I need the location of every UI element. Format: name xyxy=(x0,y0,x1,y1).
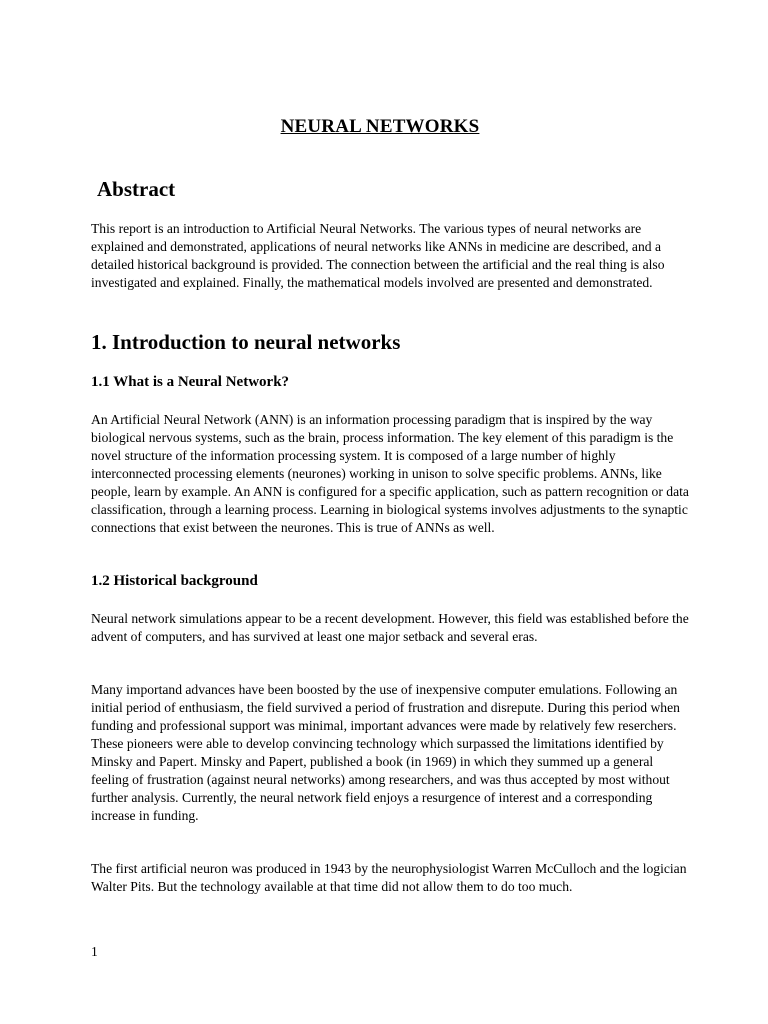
section-1-1-paragraph: An Artificial Neural Network (ANN) is an information processing paradigm that is inspired by the way biological nervous systems, such as the brain, process information. The key element of this paradigm is the novel structure of the information processing system. It is composed of a large number of highly interconnected processing elements (neurones) working in unison to solve specific problems. ANNs, like people, learn by example. An ANN is configured for a specific application, such as pattern recognition or data classification, through a learning process. Learning in biological systems involves adjustments to the synaptic connections that exist between the neurones. This is true of ANNs as well. xyxy=(91,412,689,535)
abstract-heading: Abstract xyxy=(97,177,176,201)
section-1-2-heading: 1.2 Historical background xyxy=(91,573,258,589)
abstract-paragraph: This report is an introduction to Artificial Neural Networks. The various types of neural networks are explained and demonstrated, applications of neural networks like ANNs in medicine are described, and a detailed historical background is provided. The connection between the artificial and the real thing is also investigated and explained. Finally, the mathematical models involved are presented and demonstrated. xyxy=(91,221,665,290)
section-1-heading: 1. Introduction to neural networks xyxy=(91,330,401,354)
section-1-1-heading: 1.1 What is a Neural Network? xyxy=(91,374,290,390)
history-paragraph-1: Neural network simulations appear to be a recent development. However, this field was established before the advent of computers, and has survived at least one major setback and several eras. xyxy=(91,611,689,644)
page-number: 1 xyxy=(91,944,98,959)
history-paragraph-2: Many importand advances have been boosted by the use of inexpensive computer emulations. Following an initial period of enthusiasm, the field survived a period of frustration and disrepute. During this period when funding and professional support was minimal, important advances were made by relatively few reserchers. These pioneers were able to develop convincing technology which surpassed the limitations identified by Minsky and Papert. Minsky and Papert, published a book (in 1969) in which they summed up a general feeling of frustration (against neural networks) among researchers, and was thus accepted by most without further analysis. Currently, the neural network field enjoys a resurgence of interest and a corresponding increase in funding. xyxy=(91,682,680,823)
document-title: NEURAL NETWORKS xyxy=(280,116,480,137)
history-paragraph-3: The first artificial neuron was produced in 1943 by the neurophysiologist Warren McCulloch and the logician Walter Pits. But the technology available at that time did not allow them to do too much. xyxy=(91,861,687,894)
